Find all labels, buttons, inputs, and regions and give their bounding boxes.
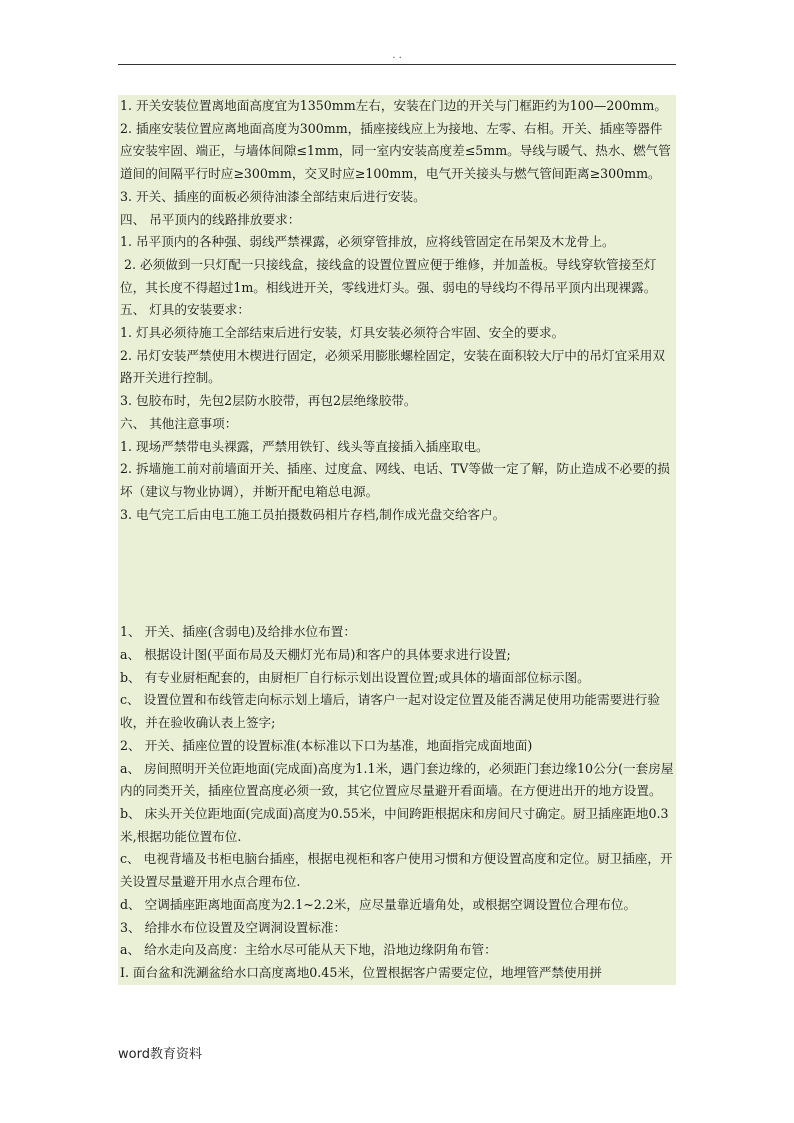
paragraph: b、 有专业厨柜配套的，由厨柜厂自行标示划出设置位置;或具体的墙面部位标示图。 xyxy=(120,669,590,685)
paragraph: 3. 包胶布时，先包2层防水胶带，再包2层绝缘胶带。 xyxy=(120,393,417,409)
paragraph: b、 床头开关位距地面(完成面)高度为0.55米，中间跨距根据床和房间尺寸确定。厨卫插座距地0.3米,根据功能位置布位. xyxy=(120,805,669,844)
paragraph: 2. 吊灯安装严禁使用木楔进行固定，必须采用膨胀螺栓固定，安装在面积较大厅中的吊灯宜采用双路开关进行控制。 xyxy=(120,347,665,386)
paragraph: a、 根据设计图(平面布局及天棚灯光布局)和客户的具体要求进行设置; xyxy=(120,647,511,663)
paragraph: 1. 吊平顶内的各种强、弱线严禁裸露，必须穿管排放，应将线管固定在吊架及木龙骨上。 xyxy=(120,234,615,250)
header-divider xyxy=(118,64,676,65)
paragraph: 2. 插座安装位置应离地面高度为300mm，插座接线应上为接地、左零、右相。开关、插座等器件应安装牢固、端正，与墙体间隙≤1mm，同一室内安装高度差≤5mm。导线与暖气、热水、燃气管道间的间隔平行时应≥300mm，交叉时应≥100mm，电气开关接头与燃气管间距离≥300mm。 xyxy=(120,120,671,182)
paragraph: 3. 电气完工后由电工施工员拍摄数码相片存档,制作成光盘交给客户。 xyxy=(120,506,506,522)
document-body xyxy=(118,95,676,985)
paragraph: d、 空调插座距离地面高度为2.1~2.2米，应尽量靠近墙角处，或根据空调设置位合理布位。 xyxy=(120,896,637,912)
section-heading: 3、 给排水布位设置及空调洞设置标准： xyxy=(120,919,347,935)
paragraph: 1. 灯具必须待施工全部结束后进行安装，灯具安装必须符合牢固、安全的要求。 xyxy=(120,325,565,341)
section-heading: 1、 开关、插座(含弱电)及给排水位布置： xyxy=(120,624,356,640)
blank-gap xyxy=(118,526,676,621)
section-heading: 六、 其他注意事项： xyxy=(120,415,238,431)
header-mark: . . xyxy=(392,50,402,61)
paragraph: a、 房间照明开关位距地面(完成面)高度为1.1米，遇门套边缘的，必须距门套边缘10公分(一套房屋内的同类开关，插座位置高度必须一致，其它位置应尽量避开看面墙。在方便进出开的地方设置。 xyxy=(120,760,674,799)
paragraph: 1. 开关安装位置离地面高度宜为1350mm左右，安装在门边的开关与门框距约为100—200mm。 xyxy=(120,98,667,113)
paragraph: c、 设置位置和布线管走向标示划上墙后，请客户一起对设定位置及能否满足使用功能需要进行验收，并在验收确认表上签字; xyxy=(120,692,660,731)
paragraph: 2. 必须做到一只灯配一只接线盒，接线盒的设置位置应便于维修，并加盖板。导线穿软管接至灯位，其长度不得超过1m。相线进开关，零线进灯头。强、弱电的导线均不得吊平顶内出现裸露。 xyxy=(120,256,657,295)
paragraph: c、 电视背墙及书柜电脑台插座，根据电视柜和客户使用习惯和方便设置高度和定位。厨卫插座，开关设置尽量避开用水点合理布位. xyxy=(120,851,673,890)
section-heading: 2、 开关、插座位置的设置标准(本标准以下口为基准，地面指完成面地面) xyxy=(120,737,533,753)
section-heading: 五、 灯具的安装要求： xyxy=(120,302,250,318)
paragraph: 1. 现场严禁带电头裸露，严禁用铁钉、线头等直接插入插座取电。 xyxy=(120,438,489,454)
paragraph: I. 面台盆和洗涮盆给水口高度离地0.45米，位置根据客户需要定位，地埋管严禁使用拼 xyxy=(120,964,602,980)
paragraph: 3. 开关、插座的面板必须待油漆全部结束后进行安装。 xyxy=(120,188,426,204)
paragraph: a、 给水走向及高度：主给水尽可能从天下地，沿地边缘阴角布管： xyxy=(120,942,497,958)
section-heading: 四、 吊平顶内的线路排放要求： xyxy=(120,211,301,227)
paragraph: 2. 拆墙施工前对前墙面开关、插座、过度盒、网线、电话、TV等做一定了解，防止造成不必要的损坏（建议与物业协调），并断开配电箱总电源。 xyxy=(120,461,670,499)
footer-text: word教育资料 xyxy=(118,1047,202,1062)
